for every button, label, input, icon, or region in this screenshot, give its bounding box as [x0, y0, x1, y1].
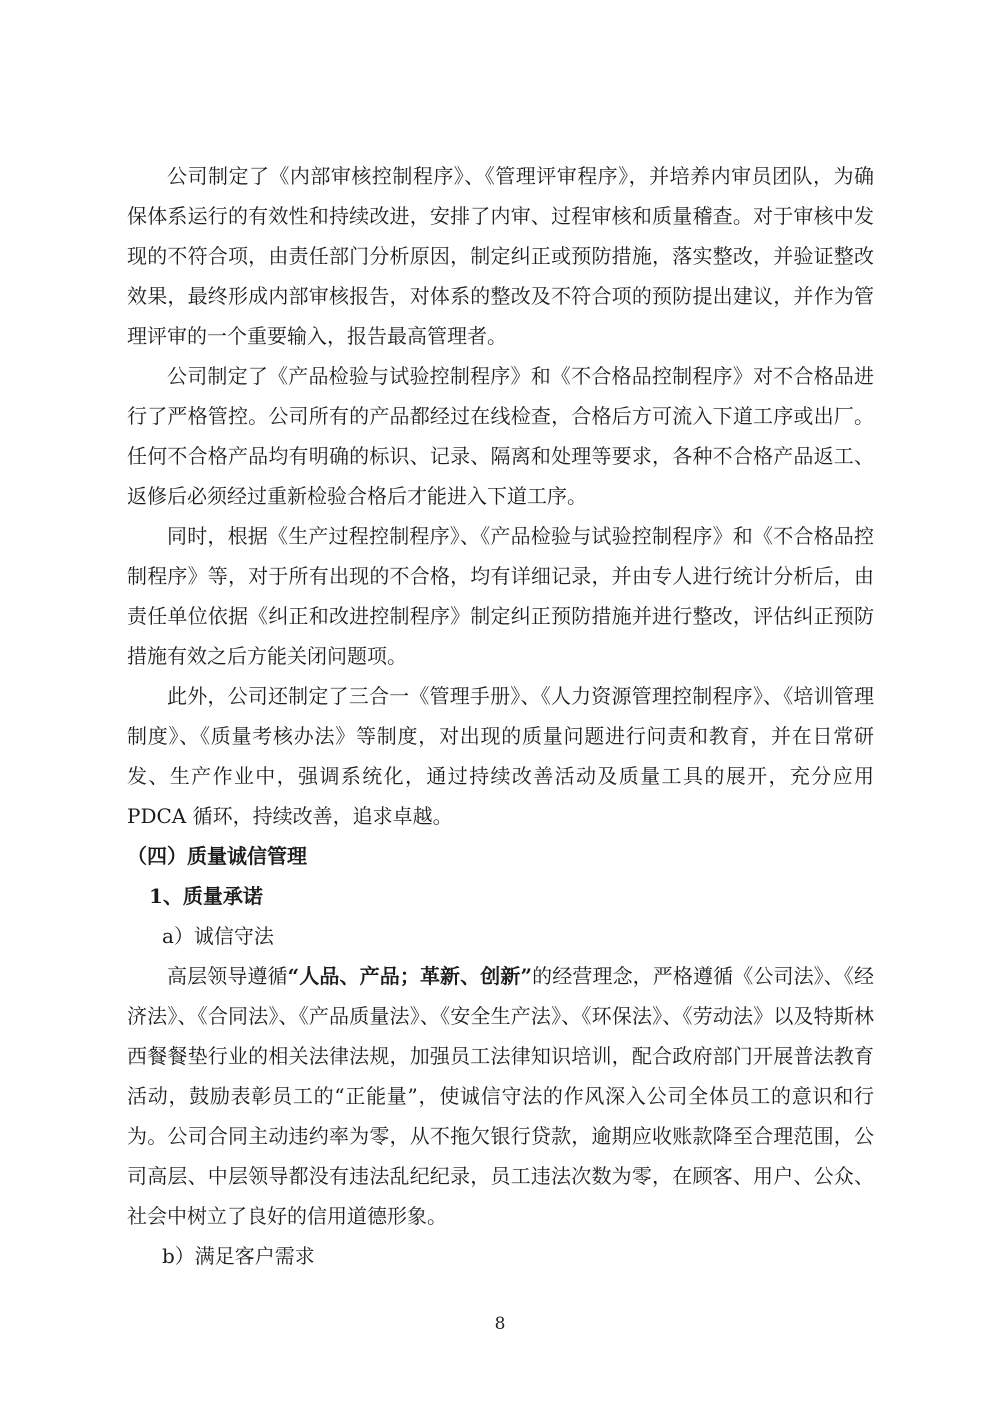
paragraph — [127, 516, 874, 676]
document-body — [127, 156, 874, 1276]
text-run: 1、质量承诺 — [149, 884, 263, 908]
paragraph — [127, 676, 874, 836]
text-run: （四）质量诚信管理 — [127, 844, 307, 868]
text-run: 同时，根据《生产过程控制程序》、《产品检验与试验控制程序》和《不合格品控制程序》等，对于所有出现的不合格，均有详细记录，并由专人进行统计分析后，由责任单位依据《纠正和改进控制程序》制定纠正预防措施并进行整改，评估纠正预防措施有效之后方能关闭问题项。 — [127, 524, 874, 668]
text-run: a）诚信守法 — [162, 924, 274, 948]
page-number: 8 — [494, 1314, 506, 1334]
text-run: 公司制定了《内部审核控制程序》、《管理评审程序》，并培养内审员团队，为确保体系运行的有效性和持续改进，安排了内审、过程审核和质量稽查。对于审核中发现的不符合项，由责任部门分析原因，制定纠正或预防措施，落实整改，并验证整改效果，最终形成内部审核报告，对体系的整改及不符合项的预防提出建议，并作为管理评审的一个重要输入，报告最高管理者。 — [127, 164, 874, 348]
text-run: b）满足客户需求 — [162, 1244, 315, 1268]
text-run: 的经营理念，严格遵循《公司法》、《经济法》、《合同法》、《产品质量法》、《安全生产法》、《环保法》、《劳动法》以及特斯林西餐餐垫行业的相关法律法规，加强员工法律知识培训，配合政府部门开展普法教育活动，鼓励表彰员工的“正能量”，使诚信守法的作风深入公司全体员工的意识和行为。公司合同主动违约率为零，从不拖欠银行贷款，逾期应收账款降至合理范围，公司高层、中层领导都没有违法乱纪纪录，员工违法次数为零，在顾客、用户、公众、社会中树立了良好的信用道德形象。 — [127, 964, 875, 1228]
text-run: 此外，公司还制定了三合一《管理手册》、《人力资源管理控制程序》、《培训管理制度》、《质量考核办法》等制度，对出现的质量问题进行问责和教育，并在日常研发、生产作业中，强调系统化，通过持续改善活动及质量工具的展开，充分应用 PDCA 循环，持续改善，追求卓越。 — [127, 684, 874, 828]
paragraph — [127, 356, 874, 516]
paragraph — [127, 956, 874, 1236]
text-run: “人品、产品；革新、创新” — [287, 964, 533, 988]
paragraph — [127, 156, 874, 356]
text-run: 公司制定了《产品检验与试验控制程序》和《不合格品控制程序》对不合格品进行了严格管控。公司所有的产品都经过在线检查，合格后方可流入下道工序或出厂。任何不合格产品均有明确的标识、记录、隔离和处理等要求，各种不合格产品返工、返修后必须经过重新检验合格后才能进入下道工序。 — [127, 364, 874, 508]
page-footer — [0, 1312, 1000, 1336]
heading — [127, 1236, 874, 1276]
heading — [127, 876, 874, 916]
heading — [127, 836, 874, 876]
heading — [127, 916, 874, 956]
text-run: 高层领导遵循 — [167, 964, 288, 988]
